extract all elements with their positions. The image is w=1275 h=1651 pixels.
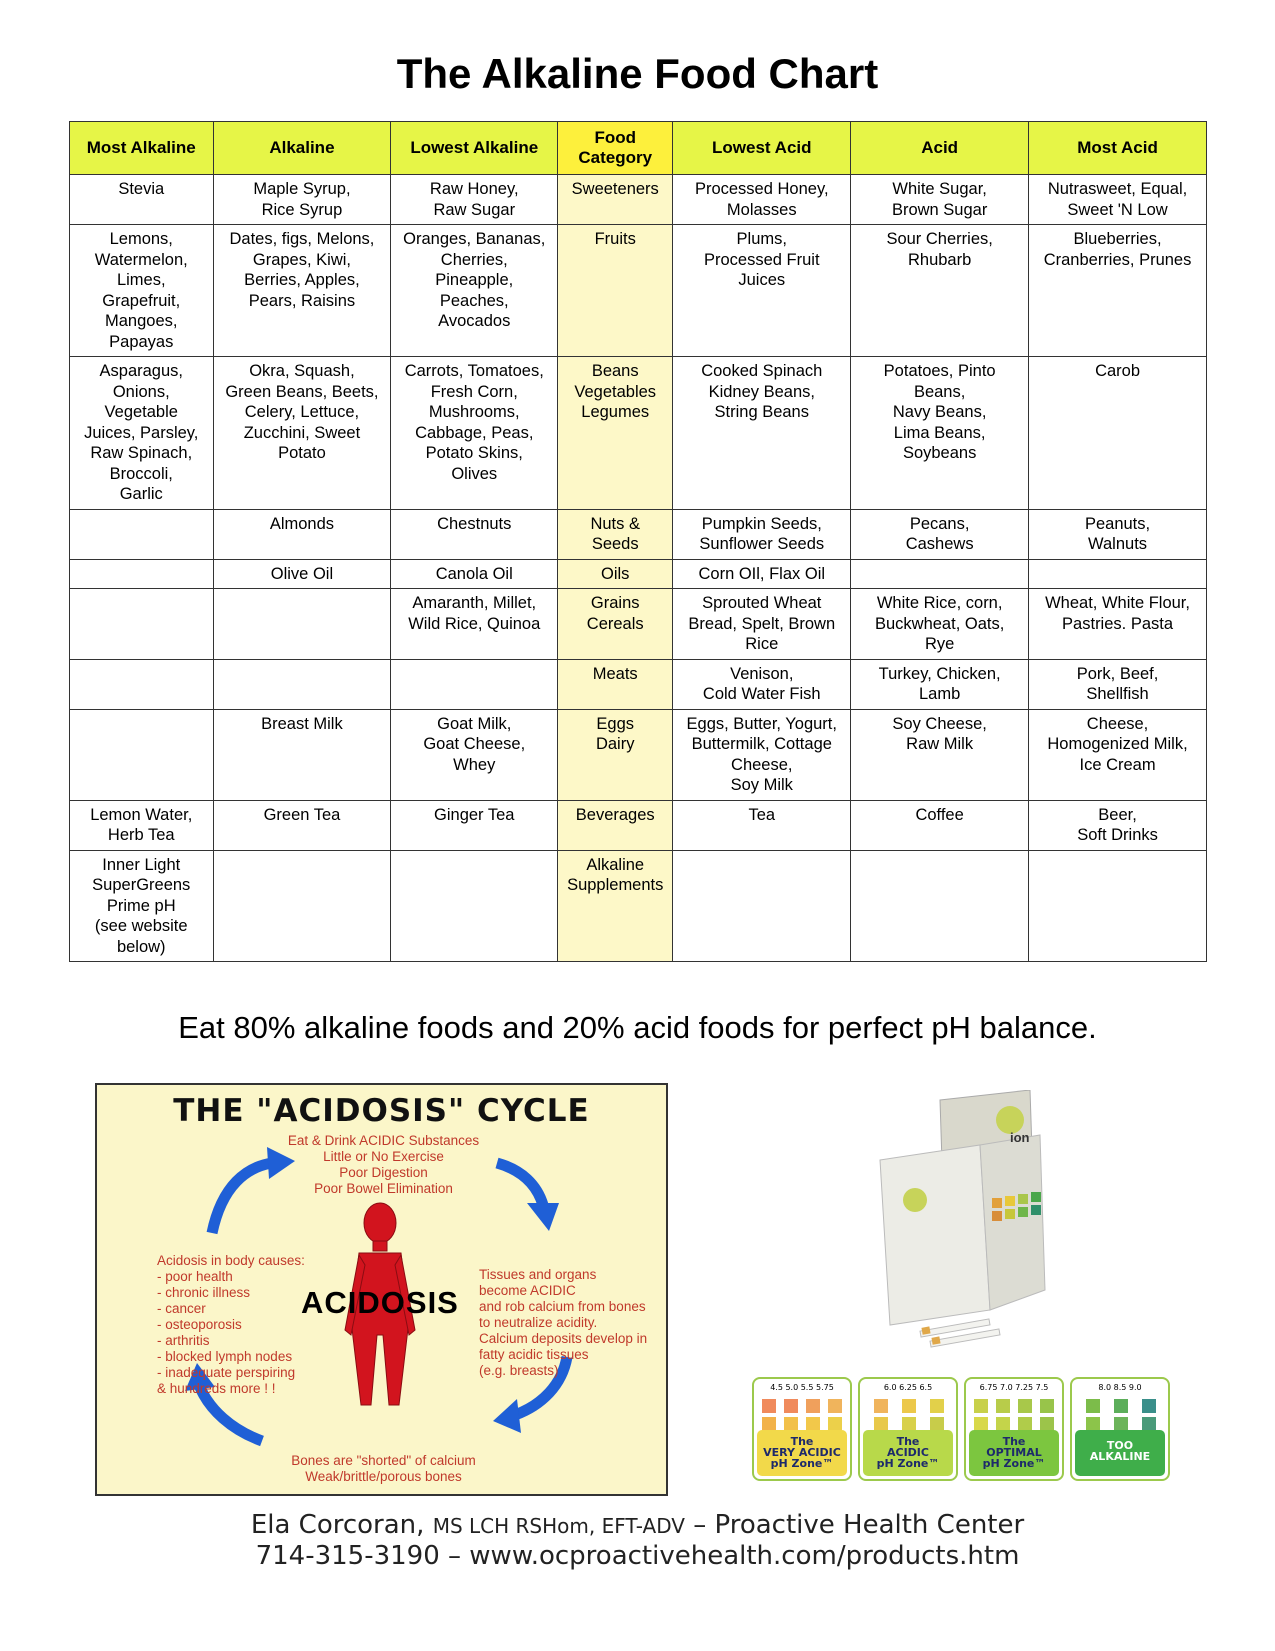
cell-lowest-acid: Processed Honey, Molasses <box>673 175 851 225</box>
cell-most-alkaline: Inner Light SuperGreens Prime pH (see website below) <box>70 850 214 962</box>
ph-test-strips-box <box>860 1090 1080 1350</box>
cell-food-category: Oils <box>558 559 673 589</box>
tagline: Eat 80% alkaline foods and 20% acid foods for perfect pH balance. <box>178 1010 1097 1045</box>
cell-lowest-alkaline: Ginger Tea <box>391 800 558 850</box>
cell-acid: White Sugar, Brown Sugar <box>851 175 1029 225</box>
cell-acid: Sour Cherries, Rhubarb <box>851 225 1029 357</box>
product-brand: ion <box>1010 1130 1030 1145</box>
ph-zone-optimal <box>964 1377 1064 1481</box>
header-alkaline: Alkaline <box>213 122 391 175</box>
cell-acid: Soy Cheese, Raw Milk <box>851 709 1029 800</box>
cell-food-category: Grains Cereals <box>558 589 673 660</box>
cell-lowest-acid: Tea <box>673 800 851 850</box>
cell-most-alkaline: Asparagus, Onions, Vegetable Juices, Parsley, Raw Spinach, Broccoli, Garlic <box>70 357 214 510</box>
ph-zone-very-acidic <box>752 1377 852 1481</box>
cell-lowest-alkaline <box>391 659 558 709</box>
cell-food-category: Nuts & Seeds <box>558 509 673 559</box>
zone-values: 8.0 8.5 9.0 <box>1098 1383 1142 1392</box>
alkaline-food-table <box>69 121 1207 962</box>
cell-lowest-acid: Plums, Processed Fruit Juices <box>673 225 851 357</box>
cell-alkaline: Olive Oil <box>213 559 391 589</box>
table-row <box>70 850 1207 962</box>
cell-food-category: Sweeteners <box>558 175 673 225</box>
cell-alkaline: Dates, figs, Melons, Grapes, Kiwi, Berries, Apples, Pears, Raisins <box>213 225 391 357</box>
cell-lowest-acid: Sprouted Wheat Bread, Spelt, Brown Rice <box>673 589 851 660</box>
cell-lowest-acid: Cooked Spinach Kidney Beans, String Beans <box>673 357 851 510</box>
ph-zone-cards <box>752 1377 1174 1481</box>
cell-alkaline: Breast Milk <box>213 709 391 800</box>
cell-lowest-alkaline <box>391 850 558 962</box>
ph-zone-too-alkaline <box>1070 1377 1170 1481</box>
zone-values: 6.75 7.0 7.25 7.5 <box>979 1383 1049 1392</box>
cell-food-category: Fruits <box>558 225 673 357</box>
acidosis-label: ACIDOSIS <box>301 1285 459 1320</box>
cell-most-acid: Wheat, White Flour, Pastries. Pasta <box>1029 589 1207 660</box>
cell-alkaline: Maple Syrup, Rice Syrup <box>213 175 391 225</box>
cell-food-category: Beverages <box>558 800 673 850</box>
cell-most-alkaline <box>70 589 214 660</box>
table-row <box>70 225 1207 357</box>
cell-most-acid: Peanuts, Walnuts <box>1029 509 1207 559</box>
table-row <box>70 659 1207 709</box>
ph-zone-acidic <box>858 1377 958 1481</box>
page-title: The Alkaline Food Chart <box>396 50 879 97</box>
cell-most-alkaline: Lemon Water, Herb Tea <box>70 800 214 850</box>
cell-lowest-alkaline: Amaranth, Millet, Wild Rice, Quinoa <box>391 589 558 660</box>
cell-acid: Pecans, Cashews <box>851 509 1029 559</box>
cell-most-alkaline: Stevia <box>70 175 214 225</box>
footer-contact-line-2: 714-315-3190 – www.ocproactivehealth.com/products.htm <box>255 1541 1020 1571</box>
header-lowest-alkaline: Lowest Alkaline <box>391 122 558 175</box>
cell-lowest-acid: Eggs, Butter, Yogurt, Buttermilk, Cottage Cheese, Soy Milk <box>673 709 851 800</box>
acidosis-cycle-diagram <box>95 1083 668 1496</box>
cell-acid <box>851 850 1029 962</box>
cell-most-acid <box>1029 559 1207 589</box>
cell-alkaline <box>213 659 391 709</box>
zone-label: The OPTIMAL pH Zone™ <box>969 1430 1059 1476</box>
zone-swatches <box>1080 1399 1164 1431</box>
ph-strips-box-illustration <box>860 1090 1080 1350</box>
table-row <box>70 509 1207 559</box>
cell-lowest-alkaline: Chestnuts <box>391 509 558 559</box>
cell-lowest-alkaline: Oranges, Bananas, Cherries, Pineapple, Peaches, Avocados <box>391 225 558 357</box>
cell-lowest-acid: Corn OIl, Flax Oil <box>673 559 851 589</box>
cell-most-acid <box>1029 850 1207 962</box>
header-most-acid: Most Acid <box>1029 122 1207 175</box>
cell-most-acid: Carob <box>1029 357 1207 510</box>
zone-label: The VERY ACIDIC pH Zone™ <box>757 1430 847 1476</box>
table-row <box>70 559 1207 589</box>
cell-most-acid: Nutrasweet, Equal, Sweet 'N Low <box>1029 175 1207 225</box>
zone-label: The ACIDIC pH Zone™ <box>863 1430 953 1476</box>
cycle-bottom-text: Bones are "shorted" of calcium Weak/brittle/porous bones <box>291 1453 476 1484</box>
cell-acid: Turkey, Chicken, Lamb <box>851 659 1029 709</box>
cycle-top-text: Eat & Drink ACIDIC Substances Little or No Exercise Poor Digestion Poor Bowel Elimination <box>287 1133 480 1196</box>
cell-most-acid: Pork, Beef, Shellfish <box>1029 659 1207 709</box>
cell-most-alkaline <box>70 659 214 709</box>
cell-acid: Potatoes, Pinto Beans, Navy Beans, Lima Beans, Soybeans <box>851 357 1029 510</box>
footer-name: Ela Corcoran, <box>250 1510 433 1540</box>
cell-most-alkaline: Lemons, Watermelon, Limes, Grapefruit, Mangoes, Papayas <box>70 225 214 357</box>
zone-values: 4.5 5.0 5.5 5.75 <box>770 1383 834 1392</box>
cell-food-category: Beans Vegetables Legumes <box>558 357 673 510</box>
cell-alkaline: Almonds <box>213 509 391 559</box>
table-row <box>70 800 1207 850</box>
cell-lowest-acid: Venison, Cold Water Fish <box>673 659 851 709</box>
footer-credentials: MS LCH RSHom, EFT-ADV <box>432 1514 685 1538</box>
cell-most-acid: Cheese, Homogenized Milk, Ice Cream <box>1029 709 1207 800</box>
header-acid: Acid <box>851 122 1029 175</box>
cell-food-category: Alkaline Supplements <box>558 850 673 962</box>
cell-lowest-alkaline: Canola Oil <box>391 559 558 589</box>
cell-food-category: Eggs Dairy <box>558 709 673 800</box>
zone-swatches <box>868 1399 952 1431</box>
zone-swatches <box>762 1399 846 1431</box>
table-row <box>70 589 1207 660</box>
cell-alkaline: Okra, Squash, Green Beans, Beets, Celery, Lettuce, Zucchini, Sweet Potato <box>213 357 391 510</box>
cell-alkaline <box>213 589 391 660</box>
header-food-category: Food Category <box>558 122 673 175</box>
cell-lowest-alkaline: Carrots, Tomatoes, Fresh Corn, Mushrooms, Cabbage, Peas, Potato Skins, Olives <box>391 357 558 510</box>
footer-contact-line-1 <box>0 1510 1275 1540</box>
cell-food-category: Meats <box>558 659 673 709</box>
cell-acid <box>851 559 1029 589</box>
cell-most-alkaline <box>70 509 214 559</box>
cell-acid: Coffee <box>851 800 1029 850</box>
cell-alkaline: Green Tea <box>213 800 391 850</box>
cell-alkaline <box>213 850 391 962</box>
cell-lowest-alkaline: Raw Honey, Raw Sugar <box>391 175 558 225</box>
cell-lowest-acid <box>673 850 851 962</box>
cycle-right-text: Tissues and organs become ACIDIC and rob calcium from bones to neutralize acidity. Calcium deposits develop in fatty acidic tissues (e.g. breasts) <box>479 1267 648 1378</box>
table-header-row <box>70 122 1207 175</box>
cell-lowest-acid: Pumpkin Seeds, Sunflower Seeds <box>673 509 851 559</box>
table-row <box>70 175 1207 225</box>
footer-organization: – Proactive Health Center <box>684 1510 1025 1540</box>
cycle-left-text: Acidosis in body causes: - poor health - chronic illness - cancer - osteoporosis - arthritis - blocked lymph nodes - inadequate perspiring & hundreds more ! ! <box>157 1253 305 1396</box>
cell-most-acid: Beer, Soft Drinks <box>1029 800 1207 850</box>
table-row <box>70 709 1207 800</box>
zone-values: 6.0 6.25 6.5 <box>883 1383 933 1392</box>
cell-most-alkaline <box>70 709 214 800</box>
cell-lowest-alkaline: Goat Milk, Goat Cheese, Whey <box>391 709 558 800</box>
cycle-title: THE "ACIDOSIS" CYCLE <box>173 1093 590 1129</box>
zone-swatches <box>974 1399 1058 1431</box>
cell-most-acid: Blueberries, Cranberries, Prunes <box>1029 225 1207 357</box>
cell-most-alkaline <box>70 559 214 589</box>
header-lowest-acid: Lowest Acid <box>673 122 851 175</box>
table-row <box>70 357 1207 510</box>
cell-acid: White Rice, corn, Buckwheat, Oats, Rye <box>851 589 1029 660</box>
header-most-alkaline: Most Alkaline <box>70 122 214 175</box>
zone-label: TOO ALKALINE <box>1075 1430 1165 1476</box>
